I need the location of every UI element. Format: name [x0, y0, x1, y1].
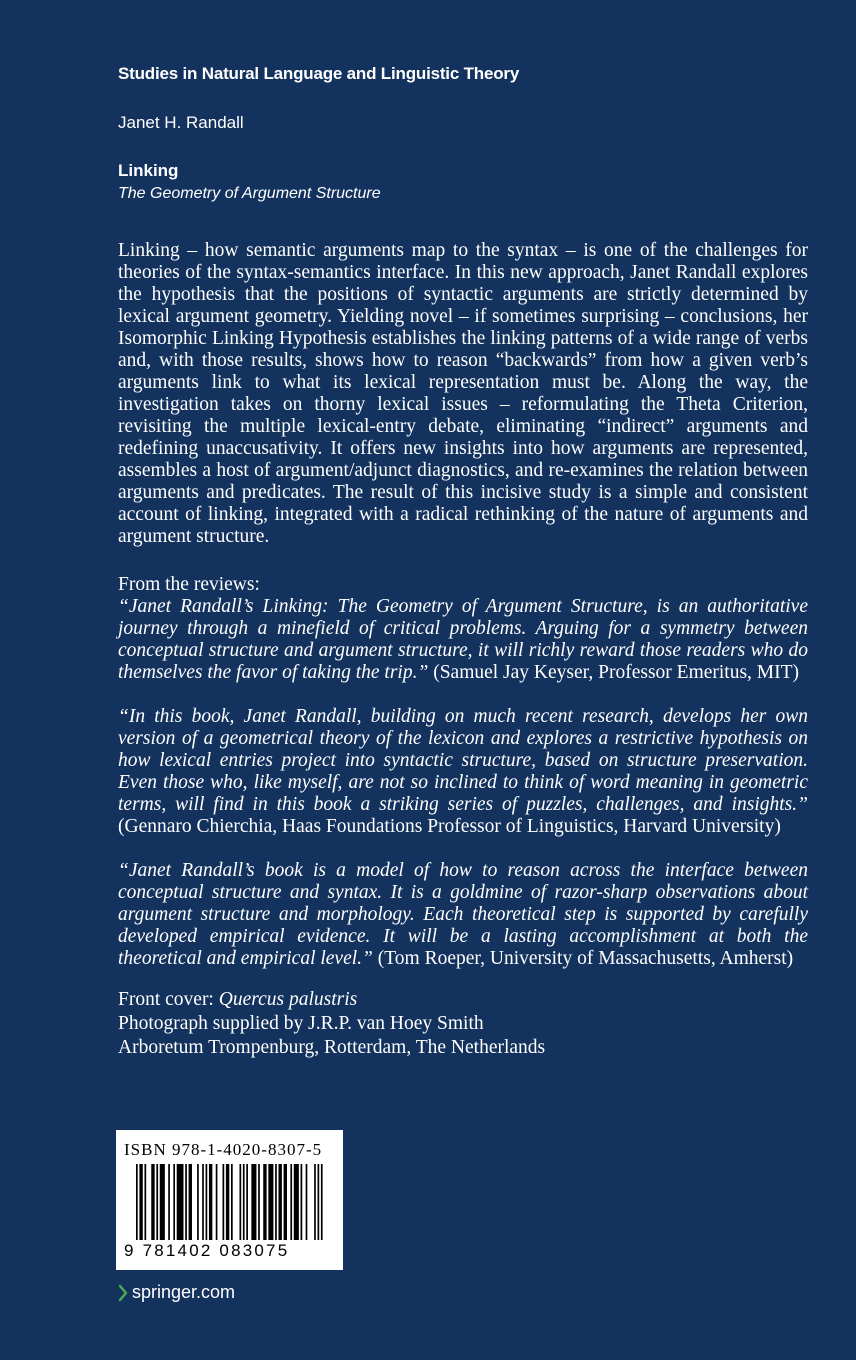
review-quote: “In this book, Janet Randall, building on much recent research, develops her own version of a geometrical theory of the lexicon and explores a restrictive hypothesis on how lexical entries project into syntactic structure, based on structure preservation. Even those who, like myself, are not so inclined to think of word meaning in geometric terms, will find in this book a striking series of puzzles, challenges, and insights.” [118, 706, 808, 815]
publisher-url: springer.com [132, 1282, 236, 1302]
barcode-bar [226, 1164, 229, 1240]
barcode-bar [144, 1164, 146, 1240]
front-cover-species: Quercus palustris [218, 989, 358, 1010]
barcode-bar [206, 1164, 208, 1240]
publisher-link[interactable] [118, 1282, 235, 1303]
barcode-bar [268, 1164, 273, 1240]
barcode-bar [216, 1164, 218, 1240]
review-quote: “Janet Randall’s book is a model of how to reason across the interface between conceptual structure and syntax. It is a goldmine of razor-sharp observations about argument structure and morphology. Each theoretical step is supported by carefully developed empirical evidence. It will be a lasting accomplishment at both the theoretical and empirical level.” [118, 860, 808, 969]
barcode-bar [279, 1164, 282, 1240]
barcode-bar [209, 1164, 212, 1240]
review-item [118, 706, 808, 838]
barcode-bar [258, 1164, 260, 1240]
barcode-bar [168, 1164, 170, 1240]
isbn-label: ISBN 978-1-4020-8307-5 [124, 1140, 323, 1159]
review-attribution: (Gennaro Chierchia, Haas Foundations Professor of Linguistics, Harvard University) [118, 816, 781, 837]
review-item [118, 596, 808, 684]
barcode-bar [306, 1164, 308, 1240]
book-title: Linking [118, 161, 179, 180]
front-cover-label: Front cover: [118, 989, 219, 1010]
barcode-bar [294, 1164, 299, 1240]
barcode-bars [136, 1164, 326, 1240]
barcode-bar [160, 1164, 165, 1240]
reviews-section [118, 574, 808, 992]
front-cover-credit [118, 988, 545, 1012]
barcode-bar [156, 1164, 158, 1240]
barcode-bar [136, 1164, 138, 1240]
barcode-bar [177, 1164, 184, 1240]
blurb-paragraph: Linking – how semantic arguments map to the syntax – is one of the challenges for theories of the syntax-semantics interface. In this new approach, Janet Randall explores the hypothesis that the positions of syntactic arguments are strictly determined by lexical argument geometry. Yielding novel – if sometimes surprising – conclusions, her Isomorphic Linking Hypothesis establishes the linking patterns of a wide range of verbs and, with those results, shows how to reason “backwards” from how a given verb’s arguments link to what its lexical representation must be. Along the way, the investigation takes on thorny lexical issues – reformulating the Theta Criterion, revisiting the multiple lexical-entry debate, eliminating “indirect” arguments and redefining unaccusativity. It offers new insights into how arguments are represented, assembles a host of argument/adjunct diagnostics, and re-examines the relation between arguments and predicates. The result of this incisive study is a simple and consistent account of linking, integrated with a radical rethinking of the nature of arguments and argument structure. [118, 240, 808, 547]
barcode-bar [197, 1164, 199, 1240]
review-quote: “Janet Randall’s Linking: The Geometry of Argument Structure, is an authoritative journey through a minefield of critical problems. Arguing for a symmetry between conceptual structure and argument structure, it will richly reward those readers who do themselves the favor of taking the trip.” [118, 596, 808, 683]
cover-credits [118, 988, 545, 1060]
barcode-bar [173, 1164, 175, 1240]
barcode-bar [189, 1164, 192, 1240]
barcode-bar [301, 1164, 303, 1240]
barcode-bar [275, 1164, 277, 1240]
photo-location: Arboretum Trompenburg, Rotterdam, The Netherlands [118, 1037, 546, 1058]
review-attribution: (Samuel Jay Keyser, Professor Emeritus, MIT) [428, 662, 800, 683]
barcode-bar [284, 1164, 287, 1240]
barcode-bar [151, 1164, 154, 1240]
series-title: Studies in Natural Language and Linguistic Theory [118, 64, 520, 83]
review-attribution: (Tom Roeper, University of Massachusetts, Amherst) [372, 948, 794, 969]
barcode-bar [185, 1164, 187, 1240]
barcode-bar [251, 1164, 256, 1240]
barcode-bar [263, 1164, 266, 1240]
barcode-bar [246, 1164, 248, 1240]
reviews-heading: From the reviews: [118, 574, 260, 595]
barcode-bar [231, 1164, 233, 1240]
barcode-bar [139, 1164, 142, 1240]
isbn-barcode-box [116, 1130, 343, 1270]
photo-credit: Photograph supplied by J.R.P. van Hoey Smith [118, 1013, 484, 1034]
barcode-bar [243, 1164, 245, 1240]
chevron-right-icon [118, 1284, 128, 1302]
barcode-bar [318, 1164, 320, 1240]
barcode-bar [202, 1164, 204, 1240]
review-item [118, 860, 808, 970]
barcode-bar [314, 1164, 316, 1240]
book-subtitle: The Geometry of Argument Structure [118, 185, 381, 202]
barcode-bar [290, 1164, 292, 1240]
barcode-bar [223, 1164, 225, 1240]
barcode-bar [239, 1164, 241, 1240]
author-name: Janet H. Randall [118, 113, 244, 132]
barcode-bar [321, 1164, 323, 1240]
barcode-digits: 9 781402 083075 [124, 1241, 290, 1260]
